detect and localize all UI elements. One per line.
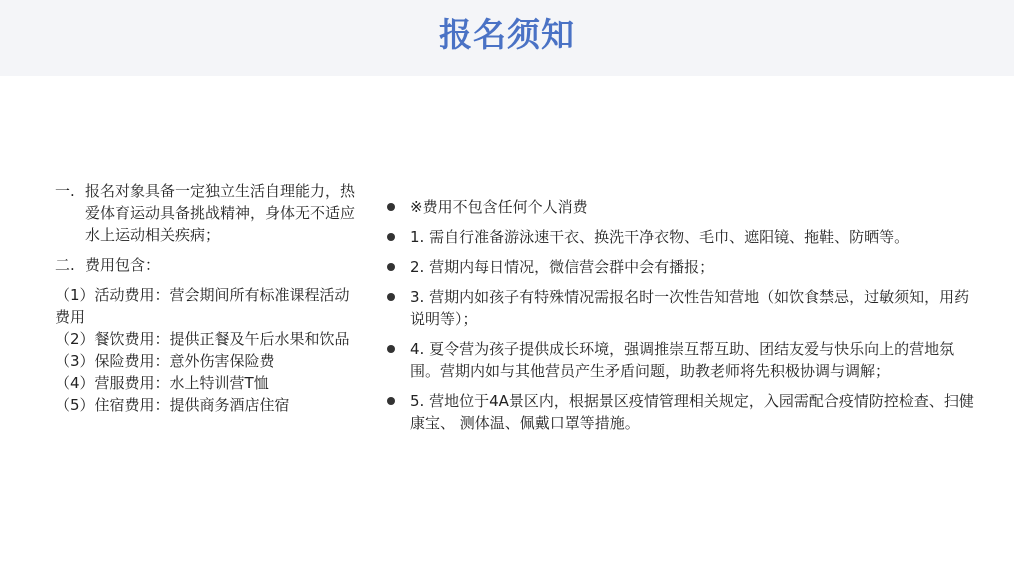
requirement-item bbox=[55, 180, 355, 246]
fee-item: （3）保险费用：意外伤害保险费 bbox=[55, 352, 275, 370]
list-item-text: ※费用不包含任何个人消费 bbox=[410, 198, 588, 216]
list-item-text: 3. 营期内如孩子有特殊情况需报名时一次性告知营地（如饮食禁忌，过敏须知，用药说明等）； bbox=[410, 288, 970, 328]
item-number: 一. bbox=[55, 182, 75, 200]
item-text: 报名对象具备一定独立生活自理能力，热爱体育运动具备挑战精神，身体无不适应水上运动相关疾病； bbox=[85, 182, 356, 244]
fee-item: （4）营服费用：水上特训营T恤 bbox=[55, 374, 269, 392]
right-column bbox=[383, 196, 983, 442]
fee-item: （5）住宿费用：提供商务酒店住宿 bbox=[55, 396, 290, 414]
list-item-text: 1. 需自行准备游泳速干衣、换洗干净衣物、毛巾、遮阳镜、拖鞋、防晒等。 bbox=[410, 228, 910, 246]
list-item bbox=[383, 286, 983, 330]
list-item-text: 4. 夏令营为孩子提供成长环境，强调推崇互帮互助、团结友爱与快乐向上的营地氛围。营期内如与其他营员产生矛盾问题，助教老师将先积极协调与调解； bbox=[410, 340, 955, 380]
item-text: 费用包含： bbox=[85, 256, 161, 274]
bullet-icon bbox=[387, 397, 395, 405]
bullet-icon bbox=[387, 345, 395, 353]
left-column bbox=[55, 180, 355, 416]
list-item bbox=[383, 390, 983, 434]
bullet-icon bbox=[387, 263, 395, 271]
page-title: 报名须知 bbox=[439, 15, 575, 54]
list-item bbox=[383, 226, 983, 248]
bullet-icon bbox=[387, 293, 395, 301]
list-item-text: 2. 营期内每日情况，微信营会群中会有播报； bbox=[410, 258, 715, 276]
item-number: 二. bbox=[55, 256, 75, 274]
list-item bbox=[383, 256, 983, 278]
fee-item: （1）活动费用：营会期间所有标准课程活动费用 bbox=[55, 286, 350, 326]
list-item bbox=[383, 338, 983, 382]
fees-heading-item bbox=[55, 254, 355, 276]
list-item-text: 5. 营地位于4A景区内，根据景区疫情管理相关规定，入园需配合疫情防控检查、扫健康宝、 测体温、佩戴口罩等措施。 bbox=[410, 392, 974, 432]
list-item bbox=[383, 196, 983, 218]
bullet-icon bbox=[387, 233, 395, 241]
bullet-icon bbox=[387, 203, 395, 211]
fee-item: （2）餐饮费用：提供正餐及午后水果和饮品 bbox=[55, 330, 350, 348]
